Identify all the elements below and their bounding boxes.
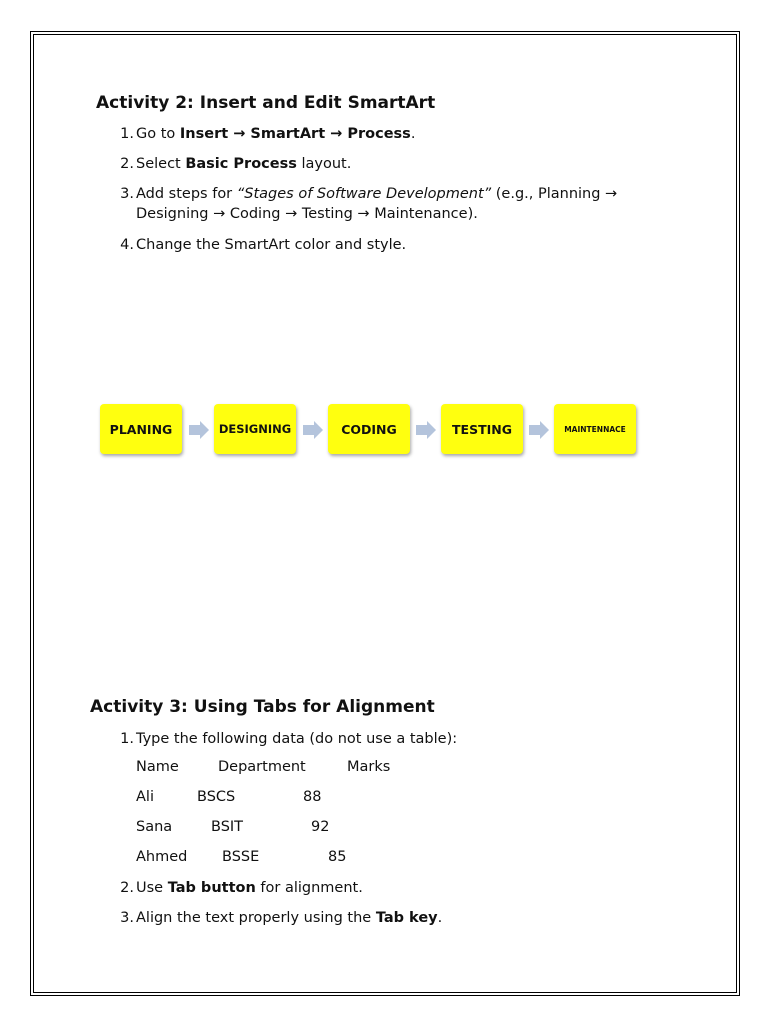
tab-cell: 85 [328, 849, 347, 865]
tab-cell: BSCS [197, 789, 236, 805]
tab-cell: 92 [311, 819, 330, 835]
smartart-basic-process[interactable] [100, 404, 640, 458]
process-step-planing[interactable]: PLANING [100, 404, 182, 454]
tab-cell: Department [218, 759, 306, 775]
step-text: Change the SmartArt color and style. [136, 237, 407, 253]
step-text: Go to [136, 126, 180, 142]
step-text: Align the text properly using the [136, 910, 376, 926]
step-text: (e.g., Planning → [491, 186, 618, 202]
activity3-steps [120, 878, 656, 938]
tab-cell: Ali [136, 789, 154, 805]
step-text: Use [136, 880, 168, 896]
step-text: Designing → Coding → Testing → Maintenance). [136, 206, 478, 222]
arrow-right-icon [529, 421, 549, 439]
step-bold-text: Tab button [167, 880, 256, 896]
step-text: . [410, 126, 416, 142]
tab-cell: BSIT [211, 819, 244, 835]
list-item [120, 908, 656, 938]
tab-cell: Ahmed [136, 849, 188, 865]
list-item [120, 184, 656, 235]
arrow-right-icon [189, 421, 209, 439]
step-text: layout. [296, 156, 352, 172]
step-italic-text: “Stages of Software Development” [236, 186, 492, 202]
list-item [120, 729, 656, 749]
list-number: 3. [120, 910, 134, 926]
tab-cell: Name [136, 759, 179, 775]
list-number: 4. [120, 237, 134, 253]
tab-cell: 88 [303, 789, 322, 805]
step-bold-text: Basic Process [185, 156, 297, 172]
arrow-right-icon [416, 421, 436, 439]
step-text: . [437, 910, 443, 926]
process-step-maintenance[interactable]: MAINTENNACE [554, 404, 636, 454]
list-number: 1. [120, 731, 134, 747]
list-number: 2. [120, 156, 134, 172]
tab-cell: BSSE [222, 849, 260, 865]
activity3-step1 [120, 729, 656, 749]
list-item [120, 878, 656, 908]
step-bold-text: Insert → SmartArt → Process [179, 126, 411, 142]
arrow-right-icon [303, 421, 323, 439]
step-text: Select [136, 156, 186, 172]
list-item [120, 235, 656, 265]
step-bold-text: Tab key [375, 910, 438, 926]
step-text: Add steps for [136, 186, 237, 202]
list-item [120, 124, 656, 154]
tab-cell: Sana [136, 819, 173, 835]
tab-cell: Marks [347, 759, 391, 775]
activity2-heading: Activity 2: Insert and Edit SmartArt [96, 93, 436, 113]
step-text: Type the following data (do not use a table): [136, 731, 458, 747]
process-step-testing[interactable]: TESTING [441, 404, 523, 454]
process-step-designing[interactable]: DESIGNING [214, 404, 296, 454]
list-number: 1. [120, 126, 134, 142]
list-number: 3. [120, 186, 134, 202]
step-text: for alignment. [255, 880, 363, 896]
process-step-coding[interactable]: CODING [328, 404, 410, 454]
activity2-steps [120, 124, 656, 265]
list-item [120, 154, 656, 184]
list-number: 2. [120, 880, 134, 896]
activity3-heading: Activity 3: Using Tabs for Alignment [90, 697, 435, 717]
